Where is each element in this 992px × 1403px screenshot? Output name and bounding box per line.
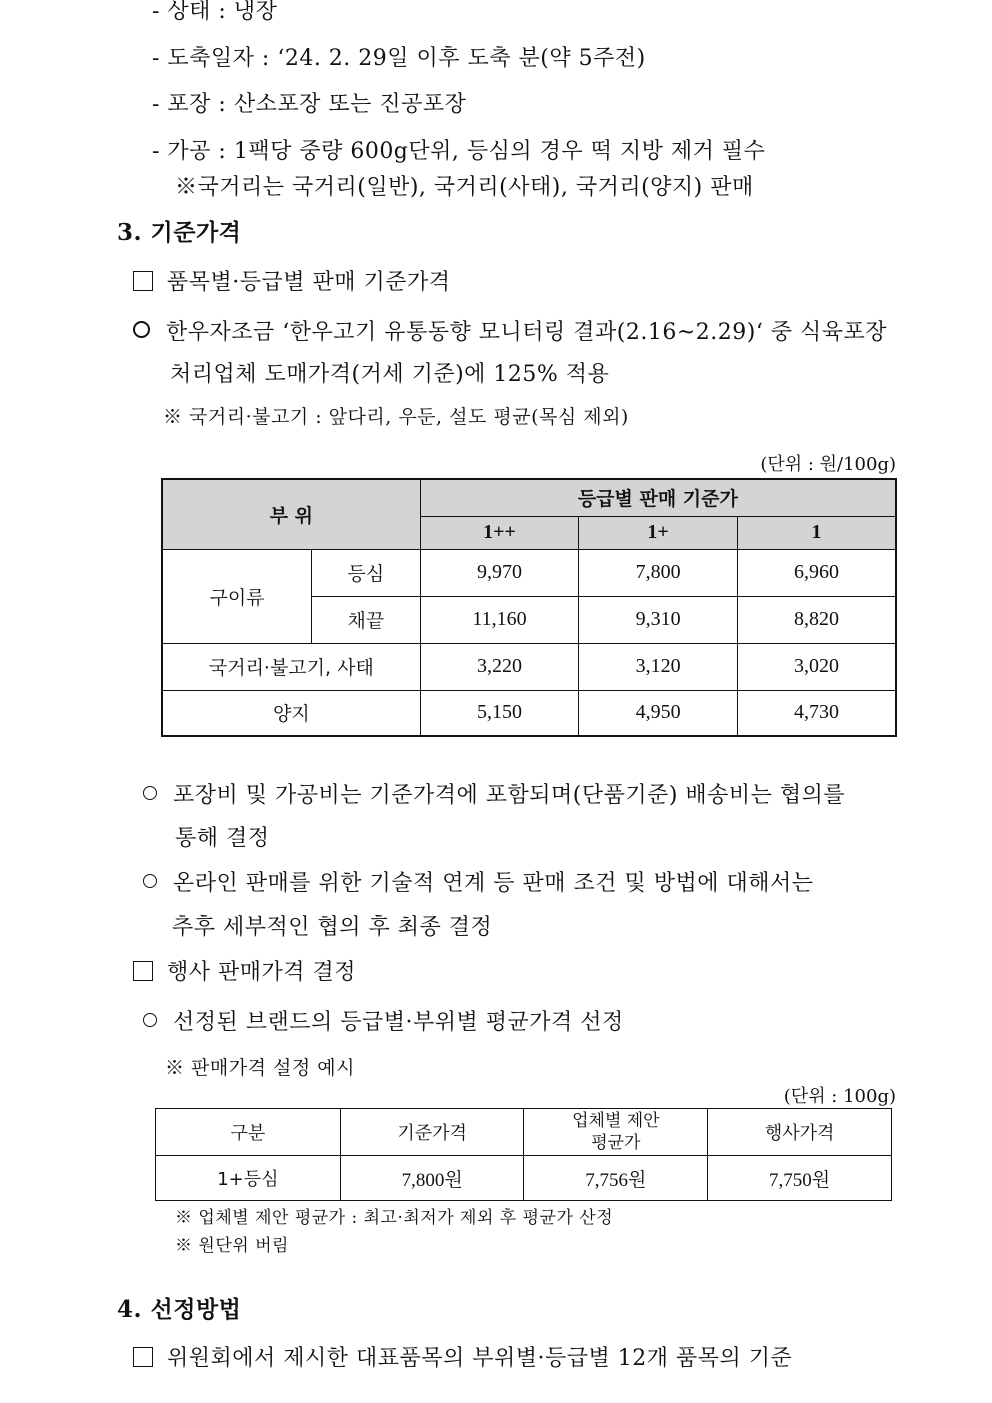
bullet-text: 한우자조금 ‘한우고기 유통동향 모니터링 결과(2.16~2.29)‘ 중 식육포장 [166,320,888,345]
cell: 4,950 [579,690,738,736]
table-row [162,549,896,596]
bullet-text-cont: 통해 결정 [175,826,270,851]
cell: 7,750원 [708,1156,892,1201]
bullet-text: 포장비 및 가공비는 기준가격에 포함되며(단품기준) 배송비는 협의를 [173,783,846,808]
box-item-label: 품목별·등급별 판매 기준가격 [167,270,451,295]
event-price-table [155,1108,892,1201]
table-row [162,690,896,736]
header-event-price: 행사가격 [708,1109,892,1156]
header-grade: 등급별 판매 기준가 [420,479,896,516]
table-row [156,1156,892,1201]
cell: 8,820 [737,596,896,643]
box-item-standard-price [133,268,451,298]
cell: 7,800 [579,549,738,596]
grade-price-table [161,478,897,737]
cell: 1+등심 [156,1156,341,1201]
grade-1pp: 1++ [420,516,579,549]
checkbox-square-icon [133,271,153,291]
spec-package: - 포장 : 산소포장 또는 진공포장 [152,92,467,117]
header-part: 부 위 [162,479,420,549]
group-label: 구이류 [162,549,312,643]
bullet-text-cont: 추후 세부적인 협의 후 최종 결정 [172,915,493,940]
bullet-line [143,781,897,811]
header-category: 구분 [156,1109,341,1156]
checkbox-square-icon [133,961,153,981]
cell: 11,160 [420,596,579,643]
cell: 7,756원 [524,1156,708,1201]
row-label: 양지 [162,690,420,736]
box-item-label: 위원회에서 제시한 대표품목의 부위별·등급별 12개 품목의 기준 [167,1346,793,1371]
note-vendor-avg: ※ 업체별 제안 평균가 : 최고·최저가 제외 후 평균가 산정 [175,1208,614,1228]
circle-bullet-icon [133,321,150,338]
cell: 6,960 [737,549,896,596]
note-rounding: ※ 원단위 버림 [175,1236,289,1256]
cell: 4,730 [737,690,896,736]
row-label: 국거리·불고기, 사태 [162,643,420,690]
spec-state: - 상태 : 냉장 [152,0,278,24]
note-price-example: ※ 판매가격 설정 예시 [165,1057,355,1079]
spec-process: - 가공 : 1팩당 중량 600g단위, 등심의 경우 떡 지방 제거 필수 [152,139,766,164]
header-vendor-avg-line1: 업체별 제안 [572,1111,660,1131]
cell: 7,800원 [340,1156,524,1201]
bullet-line [133,318,897,348]
circle-bullet-icon [143,786,157,800]
unit-label-2: (단위 : 100g) [783,1086,896,1107]
spec-note: ※국거리는 국거리(일반), 국거리(사태), 국거리(양지) 판매 [175,175,754,200]
checkbox-square-icon [133,1347,153,1367]
box-item-selection [133,1344,897,1374]
section4-title: 4. 선정방법 [117,1296,242,1323]
header-vendor-avg [524,1109,708,1156]
table-row [162,643,896,690]
bullet-text: 선정된 브랜드의 등급별·부위별 평균가격 선정 [173,1010,624,1035]
cell: 3,220 [420,643,579,690]
cell: 3,120 [579,643,738,690]
circle-bullet-icon [143,874,157,888]
grade-1p: 1+ [579,516,738,549]
note-soup-meat: ※ 국거리·불고기 : 앞다리, 우둔, 설도 평균(목심 제외) [163,406,629,428]
cell: 9,310 [579,596,738,643]
cell: 5,150 [420,690,579,736]
bullet-text: 온라인 판매를 위한 기술적 연계 등 판매 조건 및 방법에 대해서는 [173,871,814,896]
row-label: 채끝 [312,596,421,643]
spec-slaughter-date: - 도축일자 : ‘24. 2. 29일 이후 도축 분(약 5주전) [152,46,646,71]
box-item-label: 행사 판매가격 결정 [167,960,357,985]
header-base-price: 기준가격 [340,1109,524,1156]
header-vendor-avg-line2: 평균가 [591,1133,641,1153]
cell: 3,020 [737,643,896,690]
grade-1: 1 [737,516,896,549]
unit-label-1: (단위 : 원/100g) [760,454,896,475]
bullet-line [143,869,897,899]
section3-title: 3. 기준가격 [117,219,242,246]
circle-bullet-icon [143,1013,157,1027]
cell: 9,970 [420,549,579,596]
bullet-text-cont: 처리업체 도매가격(거세 기준)에 125% 적용 [170,362,610,387]
row-label: 등심 [312,549,421,596]
box-item-event-price [133,958,356,988]
bullet-line [143,1008,624,1038]
